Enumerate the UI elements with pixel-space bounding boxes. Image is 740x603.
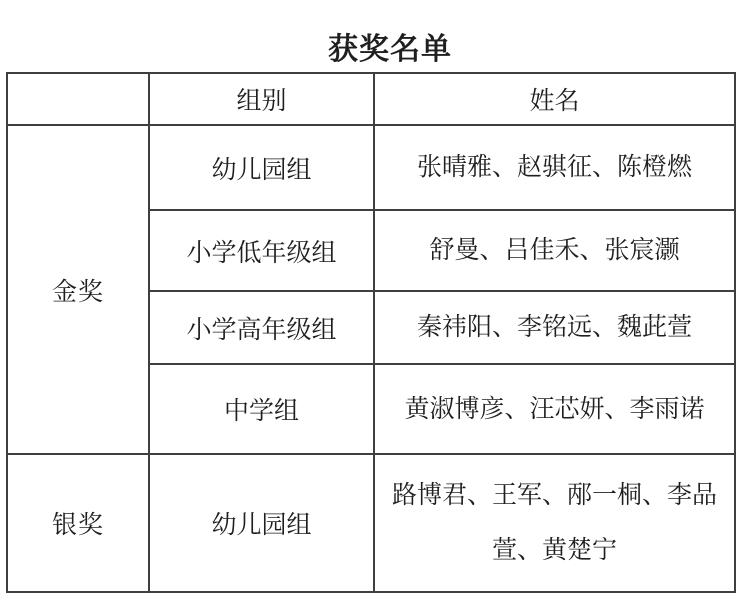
awards-table — [6, 72, 736, 593]
names-cell: 秦祎阳、李铭远、魏茈萱 — [374, 291, 735, 364]
award-cell-gold: 金奖 — [7, 125, 149, 454]
group-cell: 小学低年级组 — [149, 210, 374, 291]
group-cell: 幼儿园组 — [149, 125, 374, 210]
table-row-gold-kindergarten — [7, 125, 735, 210]
group-cell: 中学组 — [149, 364, 374, 454]
header-cell-award — [7, 73, 149, 125]
names-cell: 黄淑博彦、汪芯妍、李雨诺 — [374, 364, 735, 454]
award-cell-silver: 银奖 — [7, 454, 149, 592]
group-cell: 小学高年级组 — [149, 291, 374, 364]
names-cell: 舒曼、吕佳禾、张宸灏 — [374, 210, 735, 291]
group-cell: 幼儿园组 — [149, 454, 374, 592]
header-cell-group: 组别 — [149, 73, 374, 125]
page-title: 获奖名单 — [328, 33, 452, 66]
names-cell: 张晴雅、赵骐征、陈橙燃 — [374, 125, 735, 210]
table-row-silver-kindergarten — [7, 454, 735, 592]
names-cell: 路博君、王军、邴一桐、李品萱、黄楚宁 — [374, 454, 735, 592]
header-cell-name: 姓名 — [374, 73, 735, 125]
header-row — [7, 73, 735, 125]
